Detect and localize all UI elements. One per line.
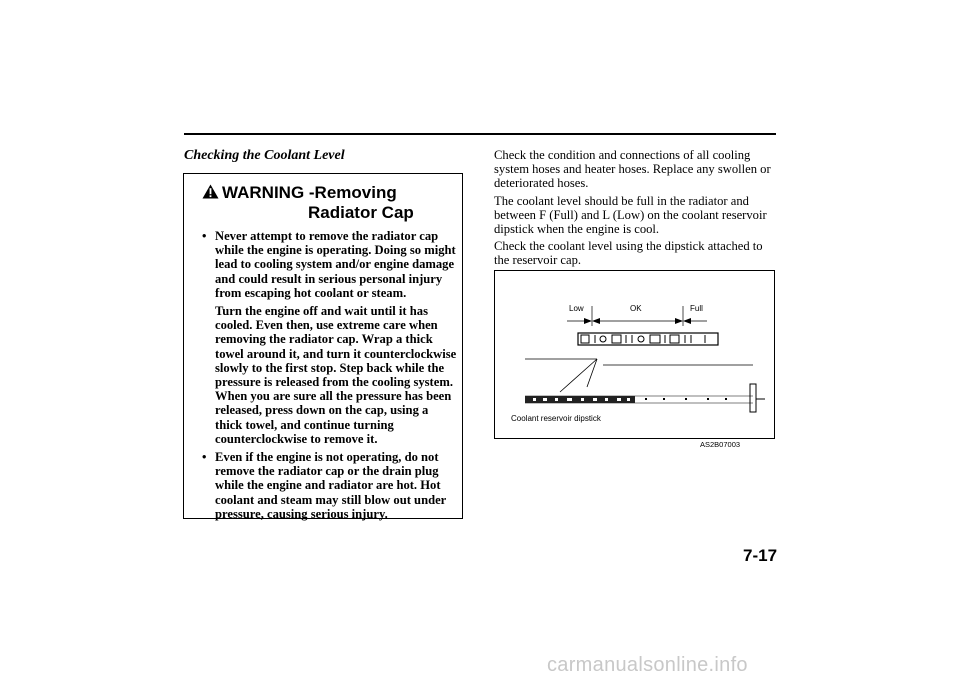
warning-title-line1: WARNING -Removing [222,183,397,202]
warning-bullet [200,229,458,300]
section-title: Checking the Coolant Level [184,148,345,163]
bullet-dot: • [202,229,207,243]
warning-bullet-text: Never attempt to remove the radiator cap while the engine is operating. Doing so might lead to cooling system and/or engine damage and could result in serious personal injury from escaping hot coolant or steam. [215,229,456,300]
warning-bullet-continuation: Turn the engine off and wait until it has cooled. Even then, use extreme care when removing the radiator cap. Wrap a thick towel around it, and turn it counterclockwise slowly to the first stop. Step back while the pressure is released from the cooling system. When you are sure all the pressure has been released, press down on the cap, using a thick towel, and continue turning counterclockwise to remove it. [215,304,457,446]
label-ok: OK [630,304,642,313]
warning-title-line2: Radiator Cap [308,203,414,222]
warning-box [183,173,463,519]
paragraph: Check the coolant level using the dipstick attached to the reservoir cap. [494,239,763,268]
header-rule [184,133,776,135]
label-low: Low [569,304,584,313]
dipstick-figure [494,270,775,439]
figure-code: AS2B07003 [700,440,741,449]
warning-body [200,229,458,525]
warning-triangle-icon [202,184,219,199]
figure-caption: Coolant reservoir dipstick [511,414,601,423]
body-text [494,148,776,271]
footer-watermark: carmanualsonline.info [547,654,748,676]
label-full: Full [690,304,703,313]
warning-bullet-text: Even if the engine is not operating, do not remove the radiator cap or the drain plug while the engine and radiator are hot. Hot coolant and steam may still blow out under pressure, causing serious injury. [215,450,447,521]
dipstick-illustration [495,271,776,440]
page-number: 7-17 [743,546,778,565]
bullet-dot: • [202,450,207,465]
warning-bullet [200,450,458,521]
paragraph: The coolant level should be full in the radiator and between F (Full) and L (Low) on the coolant reservoir dipstick when the engine is cool. [494,193,767,237]
paragraph: Check the condition and connections of all cooling system hoses and heater hoses. Replace any swollen or deteriorated hoses. [494,148,771,191]
